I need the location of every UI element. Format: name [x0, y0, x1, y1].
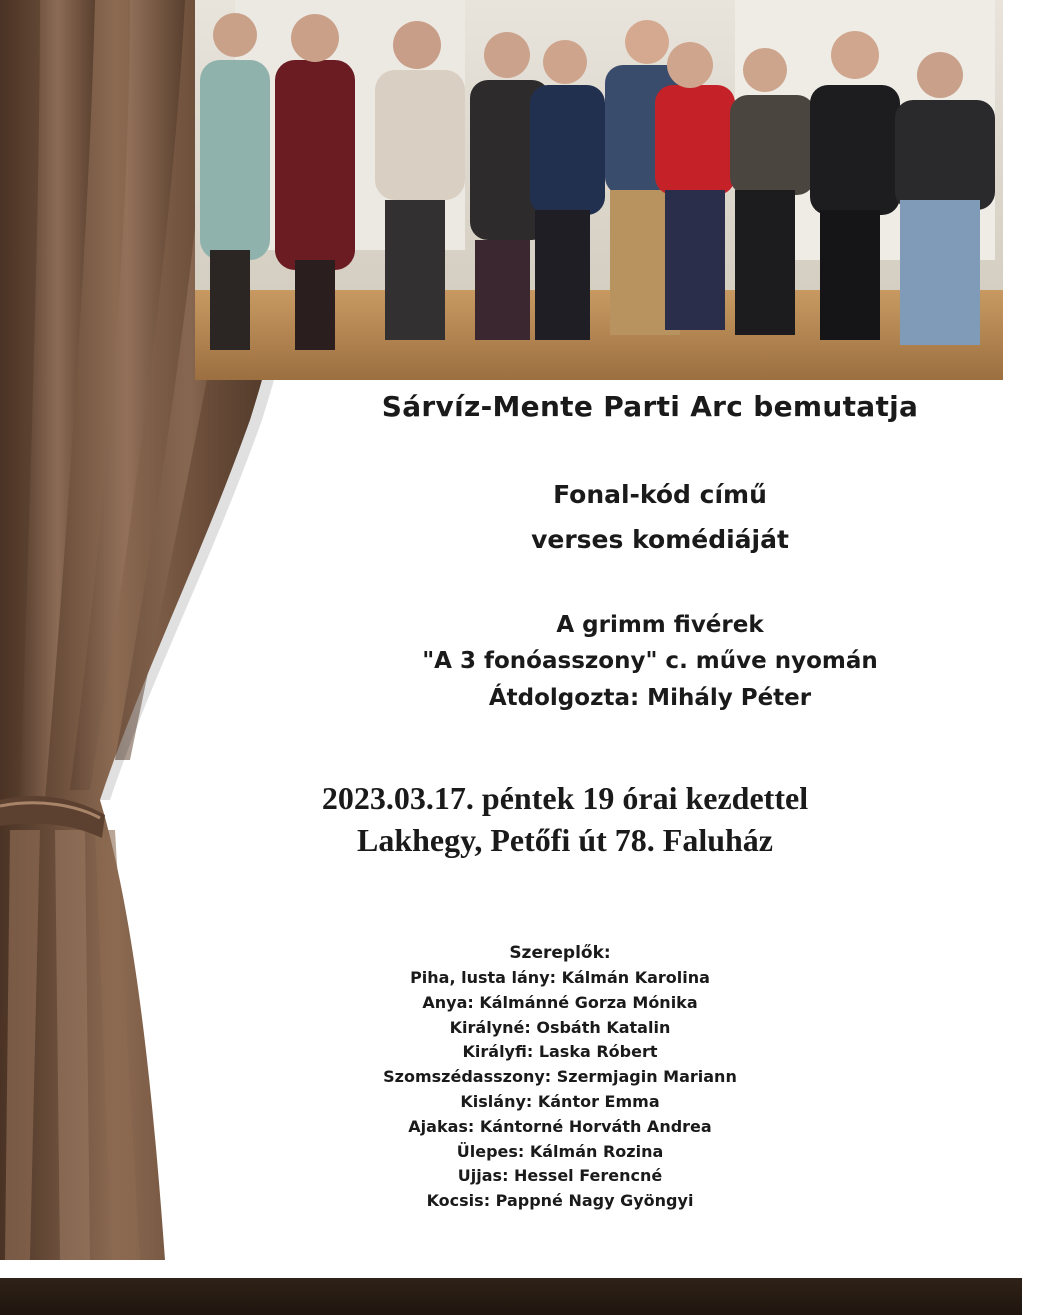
- cast-list: [300, 940, 820, 1214]
- cast-member: Kislány: Kántor Emma: [460, 1091, 660, 1111]
- event-venue: Lakhegy, Petőfi út 78. Faluház: [356, 822, 773, 858]
- cast-member: Anya: Kálmánné Gorza Mónika: [422, 992, 698, 1012]
- cast-member: Piha, lusta lány: Kálmán Karolina: [410, 968, 710, 987]
- cast-member: Királyné: Osbáth Katalin: [449, 1017, 671, 1037]
- cast-member: Kocsis: Pappné Nagy Gyöngyi: [426, 1191, 694, 1211]
- credit-line-1: A grimm fivérek: [556, 612, 764, 638]
- cast-member: Szomszédasszony: Szermjagin Mariann: [383, 1067, 737, 1087]
- group-photo: [195, 0, 1003, 380]
- play-title-line-1: Fonal-kód című: [553, 480, 767, 509]
- presenter-heading: Sárvíz-Mente Parti Arc bemutatja: [381, 390, 919, 423]
- event-date: 2023.03.17. péntek 19 órai kezdettel: [321, 780, 809, 816]
- cast-member: Ülepes: Kálmán Rozina: [456, 1141, 664, 1161]
- cast-member: Ujjas: Hessel Ferencné: [457, 1166, 663, 1186]
- cast-member: Ajakas: Kántorné Horváth Andrea: [408, 1116, 712, 1136]
- credit-line-3: Átdolgozta: Mihály Péter: [488, 685, 812, 711]
- stage-floor: [0, 1278, 1022, 1315]
- cast-heading: Szereplők:: [509, 943, 611, 963]
- credit-line-2: "A 3 fonóasszony" c. műve nyomán: [422, 648, 878, 674]
- cast-member: Királyfi: Laska Róbert: [462, 1042, 658, 1062]
- play-title-line-2: verses komédiáját: [531, 525, 789, 554]
